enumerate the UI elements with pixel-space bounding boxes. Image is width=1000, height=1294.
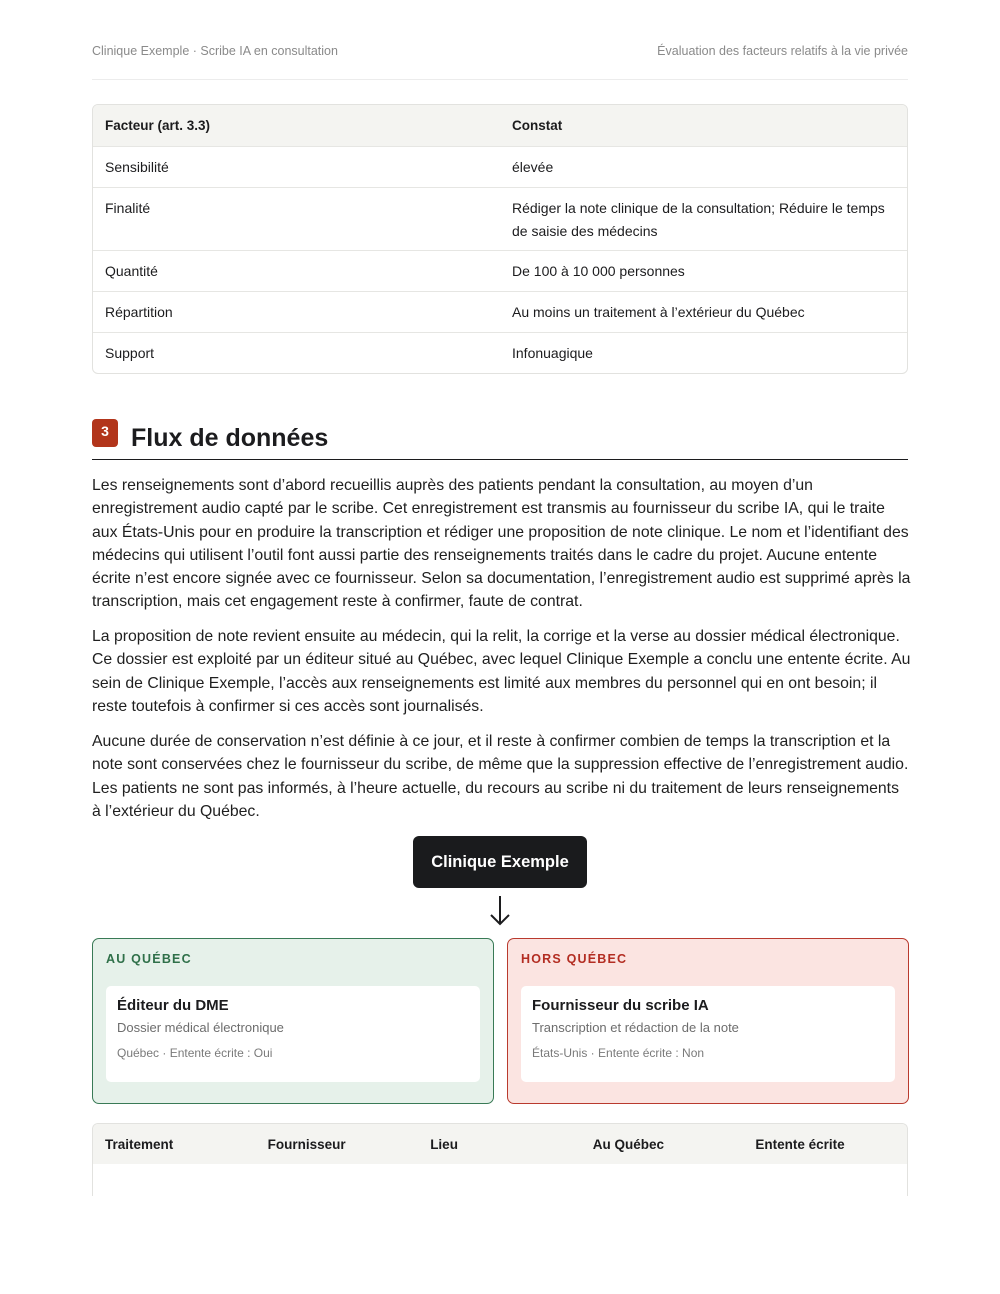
table-row xyxy=(93,187,907,250)
zone-quebec xyxy=(92,938,494,1104)
zone-label: HORS QUÉBEC xyxy=(521,952,628,966)
section-title: Flux de données xyxy=(131,424,329,452)
table-row xyxy=(93,146,907,187)
finding-cell: Rédiger la note clinique de la consultation; Réduire le temps de saisie des médecins xyxy=(512,200,885,239)
column-header-treatment: Traitement xyxy=(105,1136,174,1152)
arrow-down-icon xyxy=(488,893,512,929)
finding-cell: De 100 à 10 000 personnes xyxy=(512,263,685,279)
diagram-origin-node: Clinique Exemple xyxy=(413,836,587,888)
zone-label: AU QUÉBEC xyxy=(106,952,192,966)
factors-table xyxy=(92,104,908,374)
provider-title: Fournisseur du scribe IA xyxy=(532,997,709,1014)
page-header xyxy=(92,44,908,80)
header-report-title: Évaluation des facteurs relatifs à la vie privée xyxy=(657,44,908,58)
provider-subtitle: Transcription et rédaction de la note xyxy=(532,1020,739,1035)
provider-title: Éditeur du DME xyxy=(117,997,229,1014)
provider-card xyxy=(106,986,480,1082)
factor-cell: Quantité xyxy=(105,263,158,279)
section-heading xyxy=(92,419,908,460)
section-number-badge: 3 xyxy=(92,419,118,447)
provider-meta: Québec · Entente écrite : Oui xyxy=(117,1046,273,1060)
table-row xyxy=(93,291,907,332)
zone-outside-quebec xyxy=(507,938,909,1104)
column-header-provider: Fournisseur xyxy=(267,1136,346,1152)
paragraph: Aucune durée de conservation n’est définie à ce jour, et il reste à confirmer combien de temps la transcription et la note sont conservées chez le fournisseur du scribe, de même que la suppression effective de l’enregistrement audio. Les patients ne sont pas informés, à l’heure actuelle, du recours au scribe ni du traitement de leurs renseignements à l’extérieur du Québec. xyxy=(92,733,909,820)
table-row xyxy=(93,332,907,373)
paragraph: La proposition de note revient ensuite au médecin, qui la relit, la corrige et la verse au dossier médical électronique. Ce dossier est exploité par un éditeur situé au Québec, avec lequel Clinique Exemple a conclu une entente écrite. Au sein de Clinique Exemple, l’accès aux renseignements est limité aux membres du personnel qui en ont besoin; il reste toutefois à confirmer si ces accès sont journalisés. xyxy=(92,628,911,715)
provider-subtitle: Dossier médical électronique xyxy=(117,1020,284,1035)
factor-cell: Répartition xyxy=(105,304,173,320)
finding-cell: Au moins un traitement à l’extérieur du Québec xyxy=(512,304,805,320)
finding-cell: Infonuagique xyxy=(512,345,593,361)
column-header-in-quebec: Au Québec xyxy=(592,1136,665,1152)
provider-meta: États-Unis · Entente écrite : Non xyxy=(532,1046,705,1060)
column-header-factor: Facteur (art. 3.3) xyxy=(105,118,211,133)
column-header-location: Lieu xyxy=(430,1136,458,1152)
table-row xyxy=(93,250,907,291)
flow-table-header xyxy=(93,1124,907,1164)
column-header-written-agreement: Entente écrite xyxy=(755,1136,845,1152)
flow-table xyxy=(92,1123,908,1196)
column-header-finding: Constat xyxy=(512,118,563,133)
factor-cell: Sensibilité xyxy=(105,159,169,175)
paragraph: Les renseignements sont d’abord recueillis auprès des patients pendant la consultation, au moyen d’un enregistrement audio capté par le scribe. Cet enregistrement est transmis au fournisseur du scribe IA, qui le traite aux États-Unis pour en produire la transcription et rédiger une proposition de note clinique. Le nom et l’identifiant des médecins qui utilisent l’outil font aussi partie des renseignements traités dans le cadre du projet. Aucune entente écrite n’est encore signée avec ce fournisseur. Selon sa documentation, l’enregistrement audio est supprimé après la transcription, mais cet engagement reste à confirmer, faute de contrat. xyxy=(92,477,911,611)
factors-table-header xyxy=(93,105,907,146)
finding-cell: élevée xyxy=(512,159,554,175)
factor-cell: Finalité xyxy=(105,200,151,216)
header-document-title: Clinique Exemple · Scribe IA en consultation xyxy=(92,44,338,58)
provider-card xyxy=(521,986,895,1082)
factor-cell: Support xyxy=(105,345,155,361)
